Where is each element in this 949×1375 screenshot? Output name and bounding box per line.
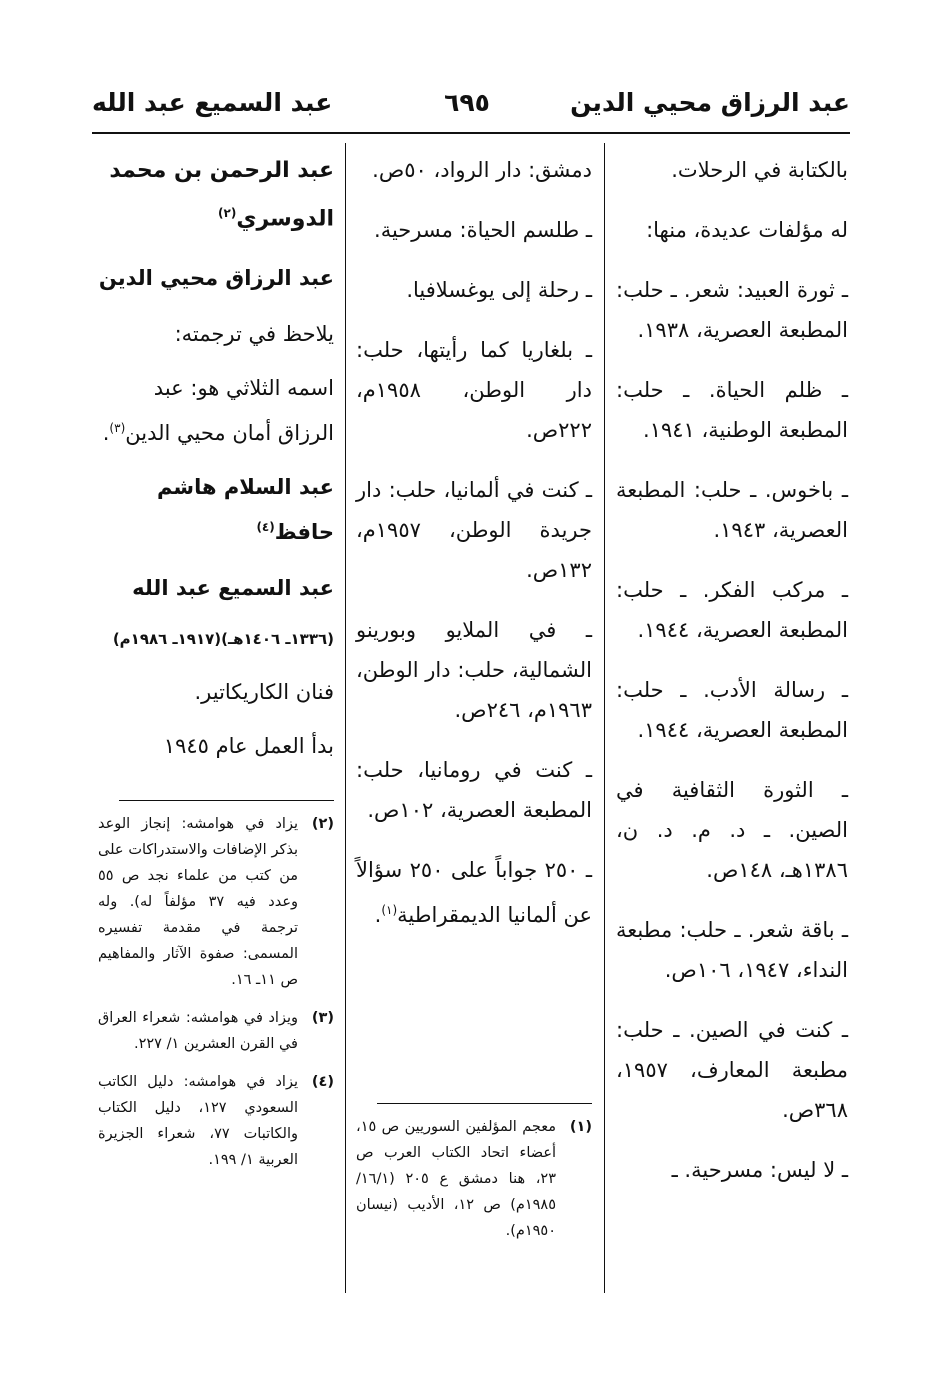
- entry-text-body: اسمه الثلاثي هو: عبد الرزاق أمان محيي الدين: [125, 376, 334, 446]
- entry-heading: [98, 467, 334, 552]
- work-item: ـ الثورة الثقافية في الصين. ـ د. م. د. ن، ١٣٨٦هـ، ١٤٨ص.: [616, 778, 848, 882]
- footnote-rule: [119, 800, 334, 801]
- entry-dates: (١٣٣٦ـ ١٤٠٦هـ)(١٩١٧ـ ١٩٨٦م): [112, 630, 334, 649]
- work-item: ـ مركب الفكر. ـ حلب: المطبعة العصرية، ١٩٤٤.: [616, 578, 848, 642]
- entry-heading-text: عبد السلام هاشم حافظ: [156, 475, 334, 545]
- work-item: ـ كنت في ألمانيا، حلب: دار جريدة الوطن، ١٩٥٧م، ١٣٢ص.: [356, 478, 592, 582]
- work-item: ـ كنت في رومانيا، حلب: المطبعة العصرية، ١٠٢ص.: [356, 758, 592, 822]
- entry-text: فنان الكاريكاتير.: [194, 680, 334, 705]
- work-item: ـ ثورة العبيد: شعر. ـ حلب: المطبعة العصرية، ١٩٣٨.: [616, 278, 848, 342]
- column-divider-right: [604, 143, 605, 1293]
- entry-heading-text: عبد الرحمن بن محمد الدوسري: [109, 158, 334, 232]
- work-item: ـ باخوس. ـ حلب: المطبعة العصرية، ١٩٤٣.: [616, 478, 848, 542]
- left-column: [98, 150, 334, 780]
- middle-footnotes: [356, 1103, 592, 1256]
- work-item: ـ باقة شعر. ـ حلب: مطبعة النداء، ١٩٤٧، ١٠٦ص.: [616, 918, 848, 982]
- left-footnotes: [98, 800, 334, 1185]
- entry-note: يلاحظ في ترجمته:: [174, 322, 334, 347]
- footnote: [98, 1005, 334, 1057]
- entry-heading: عبد السميع عبد الله: [132, 576, 334, 601]
- work-item: ـ طلسم الحياة: مسرحية.: [374, 218, 592, 242]
- footnote-marker: (١): [381, 903, 398, 917]
- footnote-marker: (٤): [256, 520, 275, 535]
- work-item: ـ رحلة إلى يوغسلافيا.: [406, 278, 592, 302]
- footnote-text: يزاد في هوامشه: دليل الكاتب السعودي ١٢٧، دليل الكتاب والكاتبات ٧٧، شعراء الجزيرة العربية ١/ ١٩٩.: [98, 1074, 298, 1168]
- footnote-number: (٣): [311, 1010, 334, 1026]
- footnote-number: (١): [569, 1119, 592, 1135]
- work-item: ـ لا ليس: مسرحية. ـ: [671, 1158, 848, 1182]
- entry-text: اسمه الثلاثي هو: عبد الرزاق أمان محيي الدين$^{(٣)}$.: [102, 376, 334, 446]
- work-item: ـ كنت في الصين. ـ حلب: مطبعة المعارف، ١٩٥٧، ٣٦٨ص.: [616, 1018, 848, 1122]
- page-header: [92, 82, 850, 134]
- intro-text: بالكتابة في الرحلات.: [671, 158, 848, 182]
- footnote-marker: (٣): [109, 421, 126, 436]
- work-item: ـ ظلم الحياة. ـ حلب: المطبعة الوطنية، ١٩٤١.: [616, 378, 848, 442]
- middle-column: [356, 150, 592, 955]
- footnote: [98, 1069, 334, 1173]
- running-head-left: عبد السميع عبد الله: [92, 88, 333, 117]
- column-divider-left: [345, 143, 346, 1293]
- work-item: ـ بلغاريا كما رأيتها، حلب: دار الوطن، ١٩٥٨م، ٢٢٢ص.: [356, 338, 592, 442]
- footnote-text: ويزاد في هوامشه: شعراء العراق في القرن العشرين ١/ ٢٢٧.: [98, 1010, 298, 1052]
- footnote-marker: (٢): [218, 206, 237, 220]
- footnote-rule: [377, 1103, 592, 1104]
- entry-heading: عبد الرزاق محيي الدين: [98, 266, 334, 291]
- work-item: ـ رسالة الأدب. ـ حلب: المطبعة العصرية، ١٩٤٤.: [616, 678, 848, 742]
- right-column: [616, 150, 848, 1210]
- footnote-text: معجم المؤلفين السوريين ص ١٥، أعضاء اتحاد الكتاب العرب ص ٢٣، هنا دمشق ع ٢٠٥ (١٦/١/ ١٩٨٥م) ص ١٢، الأديب (نيسان ١٩٥٠م).: [356, 1119, 556, 1239]
- entry-text: بدأ العمل عام ١٩٤٥: [163, 734, 334, 759]
- footnote: [356, 1114, 592, 1244]
- footnote-text: يزاد في هوامشه: إنجاز الوعد بذكر الإضافات والاستدراكات على من كتب من علماء نجد ص ٥٥ وعدد فيه ٣٧ مؤلفاً له). وله ترجمة في مقدمة تفسيره المسمى: صفوة الآثار والمفاهيم ص ١١ـ ١٦.: [98, 816, 298, 988]
- footnote-number: (٤): [311, 1074, 334, 1090]
- page-number: ٦٩٥: [444, 88, 490, 117]
- works-intro: له مؤلفات عديدة، منها:: [646, 218, 848, 242]
- work-item: دمشق: دار الرواد، ٥٠ص.: [372, 158, 592, 182]
- footnote: [98, 811, 334, 993]
- work-item: ـ في الملايو وبورينو الشمالية، حلب: دار الوطن، ١٩٦٣م، ٢٤٦ص.: [356, 618, 592, 722]
- work-item-text: ـ ٢٥٠ جواباً على ٢٥٠ سؤالاً عن ألمانيا الديمقراطية: [356, 858, 593, 927]
- footnote-number: (٢): [311, 816, 334, 832]
- work-item-last: ـ ٢٥٠ جواباً على ٢٥٠ سؤالاً عن ألمانيا الديمقراطية$^{(١)}$.: [356, 858, 593, 927]
- running-head-right: عبد الرزاق محيي الدين: [570, 88, 850, 117]
- entry-heading: [98, 150, 334, 240]
